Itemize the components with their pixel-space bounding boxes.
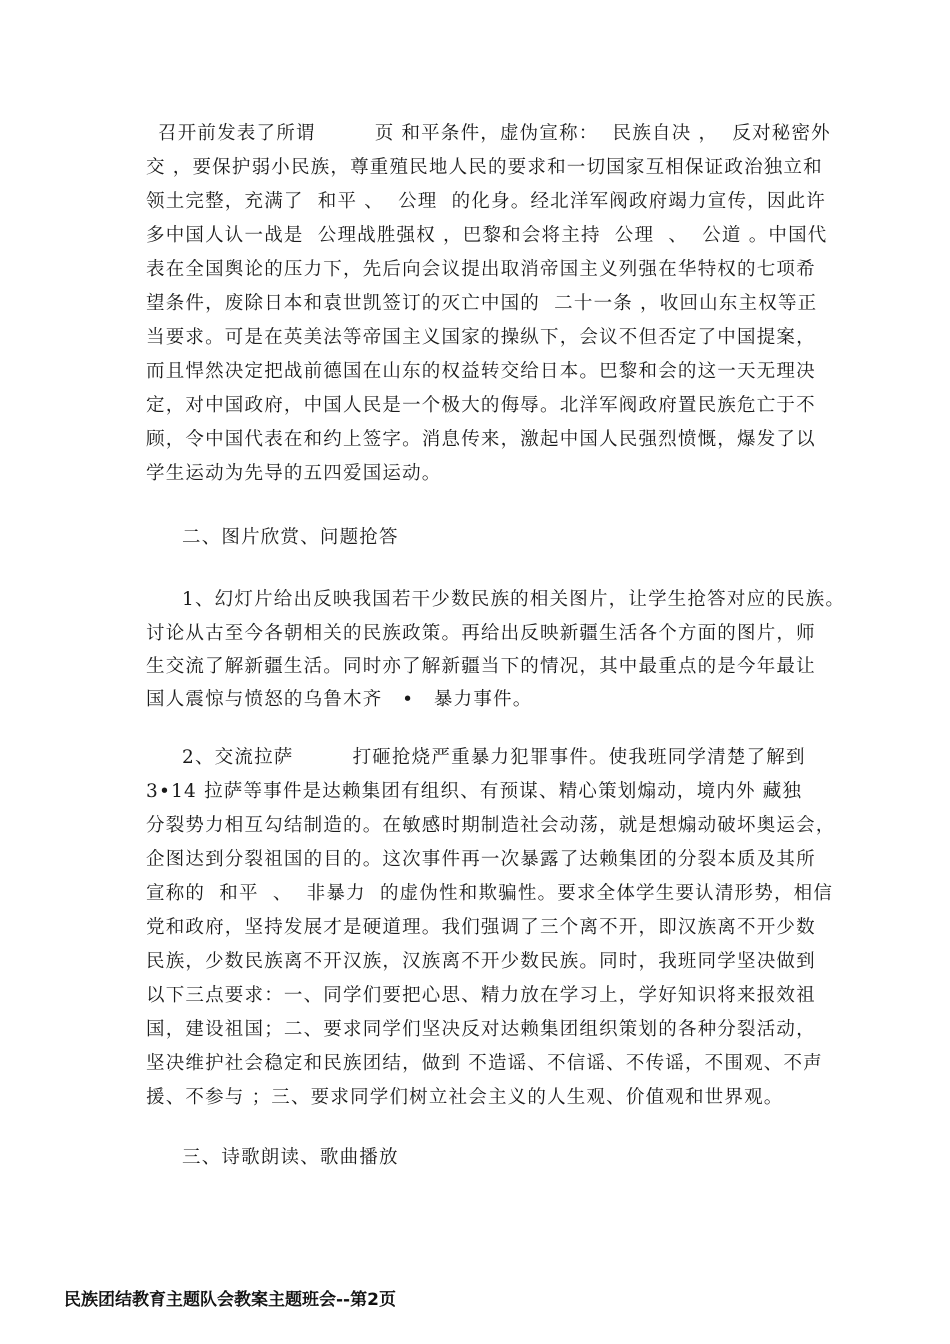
text-line: 生交流了解新疆生活。同时亦了解新疆当下的情况，其中最重点的是今年最让 xyxy=(146,656,816,677)
text-line: 学生运动为先导的五四爱国运动。 xyxy=(146,463,442,484)
page-footer: 民族团结教育主题队会教案主题班会--第2页 xyxy=(64,1290,396,1310)
text-line: 召开前发表了所谓 页 和平条件，虚伪宣称： 民族自决 ， 反对秘密外 xyxy=(158,123,831,144)
text-line: 定，对中国政府，中国人民是一个极大的侮辱。北洋军阀政府置民族危亡于不 xyxy=(146,395,816,416)
text-line: 表在全国舆论的压力下，先后向会议提出取消帝国主义列强在华特权的七项希 xyxy=(146,259,816,280)
text-line: 交 ，要保护弱小民族，尊重殖民地人民的要求和一切国家互相保证政治独立和 xyxy=(146,157,823,178)
text-line: 而且悍然决定把战前德国在山东的权益转交给日本。巴黎和会的这一天无理决 xyxy=(146,361,816,382)
text-line: 领土完整，充满了 和平 、 公理 的化身。经北洋军阀政府竭力宣传，因此许 xyxy=(146,191,826,212)
text-line: 坚决维护社会稳定和民族团结，做到 不造谣、不信谣、不传谣，不围观、不声 xyxy=(146,1053,823,1074)
text-line: 顾，令中国代表在和约上签字。消息传来，激起中国人民强烈愤慨，爆发了以 xyxy=(146,429,816,450)
text-line: 以下三点要求：一、同学们要把心思、精力放在学习上，学好知识将来报效祖 xyxy=(146,985,816,1006)
text-line: 民族，少数民族离不开汉族，汉族离不开少数民族。同时，我班同学坚决做到 xyxy=(146,951,816,972)
text-line: 1、幻灯片给出反映我国若干少数民族的相关图片，让学生抢答对应的民族。 xyxy=(182,589,846,610)
text-line: 国人震惊与愤怒的乌鲁木齐 • 暴力事件。 xyxy=(146,689,533,710)
text-line: 国，建设祖国；二、要求同学们坚决反对达赖集团组织策划的各种分裂活动， xyxy=(146,1019,816,1040)
text-line: 宣称的 和平 、 非暴力 的虚伪性和欺骗性。要求全体学生要认清形势，相信 xyxy=(146,883,834,904)
text-line: 当要求。可是在英美法等帝国主义国家的操纵下，会议不但否定了中国提案， xyxy=(146,327,816,348)
text-line: 2、交流拉萨 打砸抢烧严重暴力犯罪事件。使我班同学清楚了解到 xyxy=(182,747,806,768)
text-line: 分裂势力相互勾结制造的。在敏感时期制造社会动荡，就是想煽动破坏奥运会， xyxy=(146,815,836,836)
text-line: 讨论从古至今各朝相关的民族政策。再给出反映新疆生活各个方面的图片，师 xyxy=(146,623,816,644)
text-line: 望条件，废除日本和袁世凯签订的灭亡中国的 二十一条 ，收回山东主权等正 xyxy=(146,293,818,314)
text-line: 3•14 拉萨等事件是达赖集团有组织、有预谋、精心策划煽动，境内外 藏独 xyxy=(146,781,803,802)
text-line: 党和政府，坚持发展才是硬道理。我们强调了三个离不开，即汉族离不开少数 xyxy=(146,917,816,938)
text-line: 援、不参与 ；三、要求同学们树立社会主义的人生观、价值观和世界观。 xyxy=(146,1087,784,1108)
text-line: 多中国人认一战是 公理战胜强权 ，巴黎和会将主持 公理 、 公道 。中国代 xyxy=(146,225,828,246)
section-heading: 二、图片欣赏、问题抢答 xyxy=(182,527,399,548)
section-heading: 三、诗歌朗读、歌曲播放 xyxy=(182,1147,399,1168)
text-line: 企图达到分裂祖国的目的。这次事件再一次暴露了达赖集团的分裂本质及其所 xyxy=(146,849,816,870)
